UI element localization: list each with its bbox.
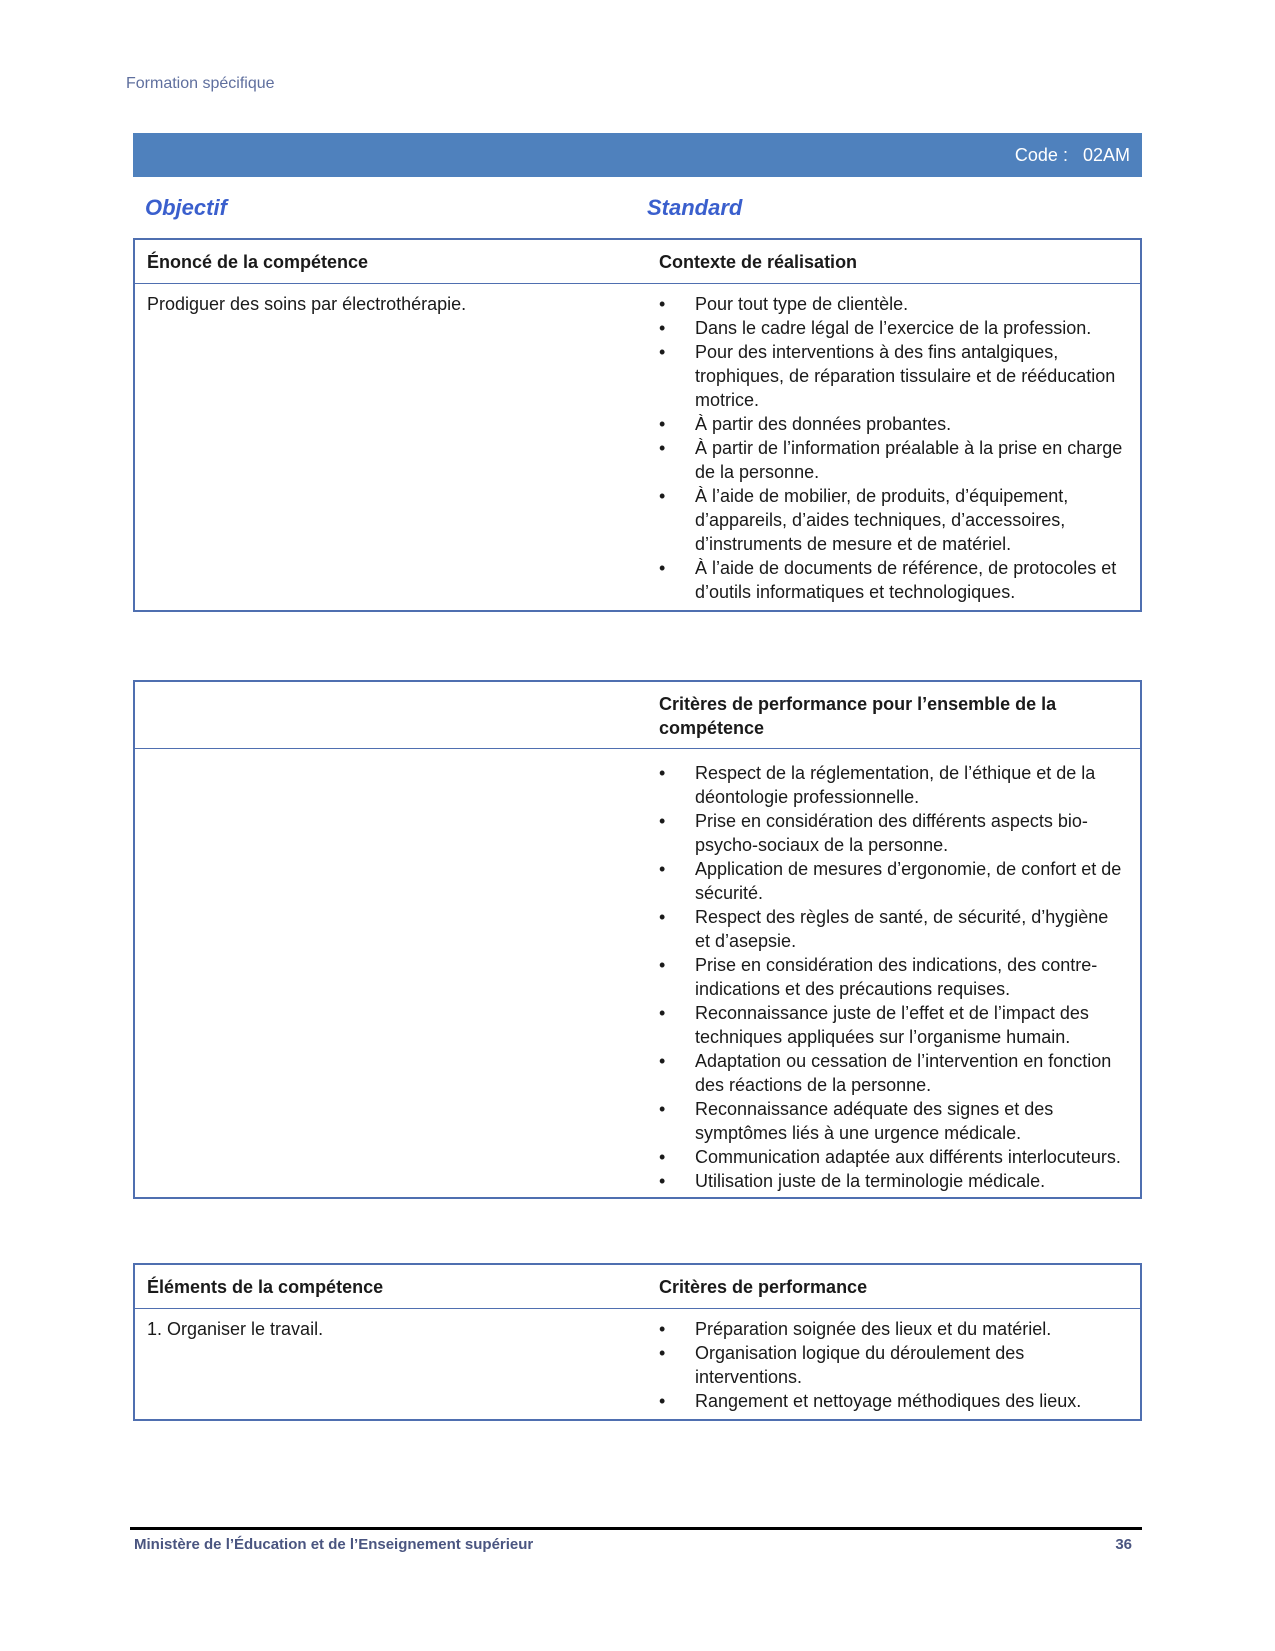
list-item: • À l’aide de documents de référence, de protocoles et d’outils informatiques et technologiques. — [659, 558, 1117, 602]
document-section-label: Formation spécifique — [126, 75, 275, 92]
performance-criteria-table — [133, 680, 1142, 1199]
list-item: • Prise en considération des indications, des contre-indications et des précautions requises. — [659, 955, 1098, 999]
bullet-icon: • — [659, 318, 666, 338]
competence-statement: Prodiguer des soins par électrothérapie. — [147, 294, 467, 314]
bullet-icon: • — [659, 811, 666, 831]
context-list — [659, 292, 1128, 604]
bullet-icon: • — [659, 342, 666, 362]
bullet-icon: • — [659, 558, 666, 578]
bullet-icon: • — [659, 1319, 666, 1339]
code-label: Code : — [1014, 145, 1068, 165]
list-item: • À l’aide de mobilier, de produits, d’équipement, d’appareils, d’aides techniques, d’accessoires, d’instruments de mesure et de matériel. — [659, 486, 1069, 554]
bullet-icon: • — [659, 1343, 666, 1363]
bullet-icon: • — [659, 1171, 666, 1191]
performance-criteria-header: Critères de performance pour l’ensemble de la compétence — [647, 681, 1141, 749]
bullet-icon: • — [659, 1051, 666, 1071]
bullet-icon: • — [659, 1391, 666, 1411]
competence-element: 1. Organiser le travail. — [147, 1319, 324, 1339]
list-item: • Pour des interventions à des fins antalgiques, trophiques, de réparation tissulaire et de rééducation motrice. — [659, 342, 1116, 410]
performance-criteria-list — [659, 761, 1128, 1193]
elements-header: Éléments de la compétence — [134, 1264, 647, 1309]
empty-cell — [134, 749, 647, 1199]
list-item: • Pour tout type de clientèle. — [659, 294, 909, 314]
competence-statement-header: Énoncé de la compétence — [134, 239, 647, 284]
bullet-icon: • — [659, 414, 666, 434]
list-item: • Communication adaptée aux différents interlocuteurs. — [659, 1147, 1121, 1167]
list-item: • Préparation soignée des lieux et du matériel. — [659, 1319, 1052, 1339]
list-item: • À partir de l’information préalable à la prise en charge de la personne. — [659, 438, 1123, 482]
list-item: • Reconnaissance adéquate des signes et des symptômes liés à une urgence médicale. — [659, 1099, 1054, 1143]
list-item: • Reconnaissance juste de l’effet et de l’impact des techniques appliquées sur l’organisme humain. — [659, 1003, 1089, 1047]
bullet-icon: • — [659, 1003, 666, 1023]
footer-divider — [130, 1527, 1142, 1530]
bullet-icon: • — [659, 955, 666, 975]
competency-code — [1015, 145, 1130, 166]
bullet-icon: • — [659, 438, 666, 458]
bullet-icon: • — [659, 486, 666, 506]
criteria-header: Critères de performance — [647, 1264, 1141, 1309]
elements-table — [133, 1263, 1142, 1421]
page-number: 36 — [1115, 1536, 1132, 1553]
list-item: • Adaptation ou cessation de l’intervention en fonction des réactions de la personne. — [659, 1051, 1112, 1095]
element-criteria-list — [659, 1317, 1128, 1413]
list-item: • Respect de la réglementation, de l’éthique et de la déontologie professionnelle. — [659, 763, 1096, 807]
bullet-icon: • — [659, 294, 666, 314]
objectif-heading: Objectif — [145, 195, 227, 220]
code-value: 02AM — [1082, 145, 1130, 165]
footer-ministry: Ministère de l’Éducation et de l’Enseignement supérieur — [134, 1536, 534, 1553]
bullet-icon: • — [659, 859, 666, 879]
list-item: • Utilisation juste de la terminologie médicale. — [659, 1171, 1046, 1191]
list-item: • Rangement et nettoyage méthodiques des lieux. — [659, 1391, 1082, 1411]
list-item: • Application de mesures d’ergonomie, de confort et de sécurité. — [659, 859, 1122, 903]
code-banner — [133, 133, 1142, 177]
bullet-icon: • — [659, 907, 666, 927]
context-header: Contexte de réalisation — [647, 239, 1141, 284]
list-item: • À partir des données probantes. — [659, 414, 952, 434]
competence-table — [133, 238, 1142, 612]
empty-header-cell — [134, 681, 647, 749]
list-item: • Organisation logique du déroulement des interventions. — [659, 1343, 1025, 1387]
bullet-icon: • — [659, 763, 666, 783]
list-item: • Prise en considération des différents aspects bio-psycho-sociaux de la personne. — [659, 811, 1088, 855]
bullet-icon: • — [659, 1147, 666, 1167]
standard-heading: Standard — [647, 195, 743, 220]
bullet-icon: • — [659, 1099, 666, 1119]
list-item: • Dans le cadre légal de l’exercice de la profession. — [659, 318, 1092, 338]
list-item: • Respect des règles de santé, de sécurité, d’hygiène et d’asepsie. — [659, 907, 1109, 951]
